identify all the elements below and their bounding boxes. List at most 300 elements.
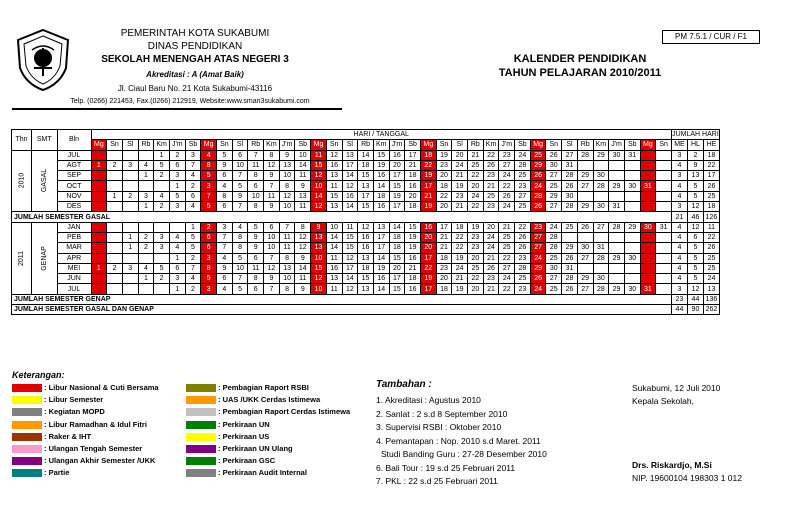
date-cell: 5 (232, 181, 248, 191)
date-cell: 1 (169, 284, 185, 294)
date-cell (122, 274, 138, 284)
date-cell: 28 (515, 160, 531, 170)
day-name: Sl (452, 140, 468, 150)
date-cell: 2 (122, 191, 138, 201)
date-cell: 23 (515, 181, 531, 191)
date-cell: 26 (515, 243, 531, 253)
date-cell (656, 232, 672, 242)
date-cell (640, 191, 656, 201)
date-cell (624, 191, 640, 201)
date-cell (640, 253, 656, 263)
day-name: Rb (577, 140, 593, 150)
legend-item (186, 432, 269, 442)
month-total: 13 (687, 171, 703, 181)
date-cell: 20 (436, 274, 452, 284)
month-row (12, 243, 720, 253)
month-name: JUL (57, 284, 91, 294)
date-cell (609, 160, 625, 170)
date-cell: 8 (264, 150, 280, 160)
month-total: 3 (671, 171, 687, 181)
date-cell: 7 (201, 191, 217, 201)
date-cell: 25 (515, 274, 531, 284)
date-cell (107, 243, 123, 253)
date-cell: 28 (562, 274, 578, 284)
date-cell: 23 (499, 150, 515, 160)
date-cell (154, 253, 170, 263)
date-cell: 28 (593, 284, 609, 294)
day-name: Km (154, 140, 170, 150)
day-name: Mg (640, 140, 656, 150)
date-cell (107, 171, 123, 181)
date-cell (154, 284, 170, 294)
day-name: Mg (201, 140, 217, 150)
date-cell: 3 (169, 171, 185, 181)
legend-swatch (12, 396, 42, 404)
date-cell: 3 (154, 232, 170, 242)
date-cell: 7 (217, 232, 233, 242)
date-cell: 7 (264, 181, 280, 191)
legend-swatch (12, 445, 42, 453)
date-cell: 16 (405, 284, 421, 294)
date-cell: 17 (373, 243, 389, 253)
date-cell: 31 (562, 263, 578, 273)
date-cell: 14 (311, 191, 327, 201)
date-cell: 1 (122, 243, 138, 253)
month-total: 4 (671, 191, 687, 201)
date-cell: 13 (311, 243, 327, 253)
date-cell: 26 (562, 181, 578, 191)
date-cell: 3 (201, 253, 217, 263)
tambahan-item: 4. Pemantapan : Nop. 2010 s.d Maret. 2011 (376, 435, 541, 446)
date-cell: 24 (452, 160, 468, 170)
date-cell: 17 (342, 160, 358, 170)
date-cell: 26 (483, 160, 499, 170)
legend-label: : Ulangan Tengah Semester (44, 444, 143, 453)
date-cell: 1 (169, 253, 185, 263)
month-total: 12 (687, 202, 703, 212)
date-cell: 11 (248, 263, 264, 273)
legend-item (12, 444, 142, 454)
date-cell (609, 191, 625, 201)
date-cell: 15 (389, 284, 405, 294)
date-cell: 26 (483, 263, 499, 273)
month-total: 25 (703, 191, 719, 201)
semester1-total-label: JUMLAH SEMESTER GASAL (12, 212, 672, 222)
date-cell (640, 171, 656, 181)
date-cell: 4 (138, 160, 154, 170)
legend-swatch (12, 384, 42, 392)
month-row (12, 263, 720, 273)
tambahan-item: 7. PKL : 22 s.d 25 Februari 2011 (376, 476, 498, 486)
header-bln: Bln (57, 130, 91, 151)
date-cell: 24 (483, 232, 499, 242)
legend-swatch (12, 408, 42, 416)
date-cell: 10 (232, 263, 248, 273)
date-cell (154, 181, 170, 191)
date-cell: 2 (107, 160, 123, 170)
date-cell: 9 (248, 232, 264, 242)
date-cell: 22 (499, 253, 515, 263)
date-cell: 30 (624, 181, 640, 191)
date-cell: 31 (640, 284, 656, 294)
date-cell: 3 (169, 202, 185, 212)
date-cell: 20 (405, 191, 421, 201)
date-cell: 12 (311, 171, 327, 181)
day-name: Sb (185, 140, 201, 150)
month-row (12, 191, 720, 201)
month-total: 4 (671, 253, 687, 263)
date-cell: 2 (185, 181, 201, 191)
date-cell: 2 (154, 274, 170, 284)
month-row (12, 253, 720, 263)
calendar-title-line1: KALENDER PENDIDIKAN (513, 53, 647, 65)
month-total: 5 (687, 253, 703, 263)
date-cell (138, 284, 154, 294)
date-cell: 5 (248, 222, 264, 232)
date-cell: 10 (279, 171, 295, 181)
month-name: SEP (57, 171, 91, 181)
date-cell: 29 (609, 284, 625, 294)
month-name: NOV (57, 191, 91, 201)
semester2-total-value: 23 (671, 294, 687, 304)
date-cell: 18 (452, 222, 468, 232)
date-cell: 5 (185, 232, 201, 242)
date-cell: 4 (217, 181, 233, 191)
date-cell: 18 (389, 232, 405, 242)
date-cell: 21 (436, 232, 452, 242)
month-row (12, 150, 720, 160)
date-cell: 30 (593, 274, 609, 284)
date-cell (656, 191, 672, 201)
date-cell (656, 171, 672, 181)
date-cell: 18 (358, 263, 374, 273)
day-name: J'm (609, 140, 625, 150)
date-cell (640, 243, 656, 253)
school-contact: Telp. (0266) 221453, Fax.(0266) 212919, Website:www.sman3sukabumi.com (70, 98, 310, 105)
month-total: 2 (687, 150, 703, 160)
date-cell (91, 243, 107, 253)
date-cell: 22 (468, 202, 484, 212)
date-cell: 17 (389, 274, 405, 284)
date-cell: 3 (201, 284, 217, 294)
date-cell: 28 (515, 263, 531, 273)
date-cell: 22 (436, 191, 452, 201)
date-cell: 4 (185, 171, 201, 181)
date-cell: 13 (279, 160, 295, 170)
date-cell (122, 202, 138, 212)
date-cell: 10 (232, 160, 248, 170)
date-cell: 18 (389, 243, 405, 253)
date-cell: 20 (420, 232, 436, 242)
date-cell: 12 (342, 181, 358, 191)
date-cell: 17 (420, 253, 436, 263)
date-cell: 17 (420, 181, 436, 191)
date-cell: 14 (373, 181, 389, 191)
date-cell (593, 232, 609, 242)
date-cell: 12 (295, 232, 311, 242)
date-cell: 25 (468, 263, 484, 273)
legend-label: : Kegiatan MOPD (44, 407, 105, 417)
date-cell: 7 (279, 222, 295, 232)
date-cell: 4 (169, 232, 185, 242)
month-total: 25 (703, 253, 719, 263)
date-cell: 17 (389, 171, 405, 181)
date-cell: 27 (530, 243, 546, 253)
date-cell: 4 (201, 150, 217, 160)
semester-cell-label: GASAL (40, 169, 48, 193)
date-cell: 13 (358, 181, 374, 191)
date-cell (91, 284, 107, 294)
date-cell: 25 (530, 150, 546, 160)
date-cell (169, 222, 185, 232)
date-cell (122, 181, 138, 191)
tambahan-title: Tambahan : (376, 379, 432, 390)
month-row (12, 160, 720, 170)
month-row (12, 274, 720, 284)
date-cell (640, 274, 656, 284)
date-cell: 8 (201, 160, 217, 170)
date-cell (656, 274, 672, 284)
legend-swatch (12, 421, 42, 429)
date-cell: 31 (593, 243, 609, 253)
date-cell: 5 (185, 243, 201, 253)
semester-cell (32, 150, 58, 212)
legend-swatch (12, 469, 42, 477)
date-cell: 22 (420, 263, 436, 273)
legend-label: : UAS /UKK Cerdas Istimewa (218, 395, 321, 405)
calendar-table (11, 129, 720, 315)
month-name: APR (57, 253, 91, 263)
date-cell (609, 171, 625, 181)
date-cell: 2 (185, 284, 201, 294)
date-cell: 29 (609, 181, 625, 191)
date-cell: 24 (452, 263, 468, 273)
month-total: 5 (687, 243, 703, 253)
day-name: Km (264, 140, 280, 150)
date-cell: 27 (530, 232, 546, 242)
date-cell: 3 (154, 243, 170, 253)
month-row (12, 232, 720, 242)
tambahan-item: 3. Supervisi RSBI : Oktober 2010 (376, 422, 502, 432)
date-cell: 15 (389, 181, 405, 191)
date-cell: 9 (295, 181, 311, 191)
date-cell: 12 (295, 243, 311, 253)
date-cell: 1 (138, 202, 154, 212)
date-cell: 19 (452, 284, 468, 294)
month-total: 6 (687, 232, 703, 242)
date-cell: 14 (342, 274, 358, 284)
date-cell: 30 (546, 263, 562, 273)
date-cell: 3 (122, 263, 138, 273)
month-total: 4 (671, 222, 687, 232)
date-cell (656, 202, 672, 212)
date-cell: 3 (201, 181, 217, 191)
date-cell: 16 (342, 191, 358, 201)
legend-swatch (186, 457, 216, 465)
month-total: 18 (703, 150, 719, 160)
date-cell (122, 171, 138, 181)
date-cell (122, 150, 138, 160)
signature-nip: NIP. 19600104 198303 1 012 (632, 473, 742, 483)
date-cell: 6 (169, 160, 185, 170)
year-cell (12, 222, 32, 294)
legend-swatch (186, 421, 216, 429)
date-cell (138, 253, 154, 263)
legend-item (186, 407, 350, 417)
date-cell: 31 (562, 160, 578, 170)
month-total: 4 (671, 263, 687, 273)
date-cell: 20 (468, 284, 484, 294)
date-cell: 10 (311, 284, 327, 294)
date-cell: 12 (264, 160, 280, 170)
month-total: 3 (671, 284, 687, 294)
date-cell (577, 232, 593, 242)
date-cell: 9 (295, 284, 311, 294)
legend-swatch (186, 445, 216, 453)
semester1-total-value: 46 (687, 212, 703, 222)
legend-label: : Partie (44, 468, 70, 478)
date-cell (656, 181, 672, 191)
date-cell: 21 (452, 202, 468, 212)
date-cell: 9 (264, 274, 280, 284)
month-name: MAR (57, 243, 91, 253)
date-cell: 14 (358, 150, 374, 160)
date-cell: 11 (295, 274, 311, 284)
day-name: Mg (91, 140, 107, 150)
date-cell: 6 (169, 263, 185, 273)
semester1-total-value: 126 (703, 212, 719, 222)
day-name: J'm (169, 140, 185, 150)
date-cell: 6 (201, 243, 217, 253)
date-cell: 28 (562, 202, 578, 212)
date-cell: 14 (373, 253, 389, 263)
date-cell: 9 (295, 253, 311, 263)
date-cell: 1 (169, 181, 185, 191)
date-cell: 7 (185, 160, 201, 170)
date-cell: 14 (373, 284, 389, 294)
month-total: 5 (687, 274, 703, 284)
day-name: Sn (326, 140, 342, 150)
date-cell: 2 (201, 222, 217, 232)
date-cell: 21 (483, 284, 499, 294)
date-cell: 4 (154, 191, 170, 201)
date-cell: 28 (546, 232, 562, 242)
school-name: SEKOLAH MENENGAH ATAS NEGERI 3 (101, 54, 289, 65)
date-cell: 8 (248, 202, 264, 212)
date-cell: 28 (577, 150, 593, 160)
date-cell: 4 (185, 202, 201, 212)
date-cell: 24 (530, 181, 546, 191)
month-total: 22 (703, 232, 719, 242)
date-cell: 7 (264, 253, 280, 263)
date-cell: 27 (546, 202, 562, 212)
date-cell (122, 253, 138, 263)
date-cell: 6 (217, 171, 233, 181)
date-cell: 29 (577, 274, 593, 284)
date-cell: 26 (562, 284, 578, 294)
day-name: Sn (656, 140, 672, 150)
date-cell: 13 (342, 150, 358, 160)
month-row (12, 202, 720, 212)
date-cell: 31 (609, 202, 625, 212)
date-cell: 29 (609, 253, 625, 263)
month-total: 3 (671, 150, 687, 160)
date-cell: 12 (342, 284, 358, 294)
month-name: MEI (57, 263, 91, 273)
grand-total-value: 262 (703, 305, 719, 315)
date-cell: 9 (248, 243, 264, 253)
gov-name: PEMERINTAH KOTA SUKABUMI (120, 28, 270, 39)
date-cell: 28 (546, 243, 562, 253)
date-cell: 18 (420, 150, 436, 160)
date-cell (91, 253, 107, 263)
month-total: 12 (687, 284, 703, 294)
year-cell-label: 2011 (18, 250, 25, 266)
date-cell: 24 (499, 202, 515, 212)
legend-swatch (186, 433, 216, 441)
date-cell (656, 263, 672, 273)
legend-label: : Raker & IHT (44, 431, 92, 441)
date-cell: 22 (499, 181, 515, 191)
date-cell: 11 (248, 160, 264, 170)
day-name: Sb (624, 140, 640, 150)
date-cell: 21 (452, 171, 468, 181)
date-cell: 20 (436, 171, 452, 181)
semester-cell-label: GENAP (40, 245, 48, 271)
date-cell: 20 (389, 160, 405, 170)
date-cell (154, 222, 170, 232)
date-cell: 11 (295, 171, 311, 181)
date-cell: 21 (483, 253, 499, 263)
month-name: JAN (57, 222, 91, 232)
date-cell: 8 (279, 181, 295, 191)
date-cell: 18 (436, 253, 452, 263)
date-cell: 5 (169, 191, 185, 201)
day-name: Km (593, 140, 609, 150)
date-cell: 20 (468, 253, 484, 263)
date-cell: 15 (326, 191, 342, 201)
date-cell (577, 160, 593, 170)
date-cell: 26 (530, 202, 546, 212)
month-total: 12 (687, 222, 703, 232)
date-cell (107, 181, 123, 191)
date-cell: 7 (232, 171, 248, 181)
date-cell: 22 (452, 232, 468, 242)
date-cell: 27 (499, 263, 515, 273)
date-cell (656, 253, 672, 263)
date-cell: 27 (577, 253, 593, 263)
date-cell: 10 (264, 243, 280, 253)
month-name: DES (57, 202, 91, 212)
date-cell: 26 (577, 222, 593, 232)
grand-total-value: 44 (671, 305, 687, 315)
legend-item (12, 383, 159, 393)
day-name: Rb (358, 140, 374, 150)
month-total: 4 (671, 243, 687, 253)
legend-label: : Pembagian Raport RSBI (218, 383, 309, 392)
date-cell: 4 (232, 222, 248, 232)
date-cell (593, 263, 609, 273)
header-rule (12, 108, 342, 110)
date-cell: 30 (609, 150, 625, 160)
date-cell: 17 (342, 263, 358, 273)
date-cell: 23 (515, 253, 531, 263)
date-cell: 31 (656, 222, 672, 232)
date-cell: 1 (185, 222, 201, 232)
legend-swatch (186, 469, 216, 477)
legend-item (186, 420, 270, 430)
legend-swatch (186, 408, 216, 416)
